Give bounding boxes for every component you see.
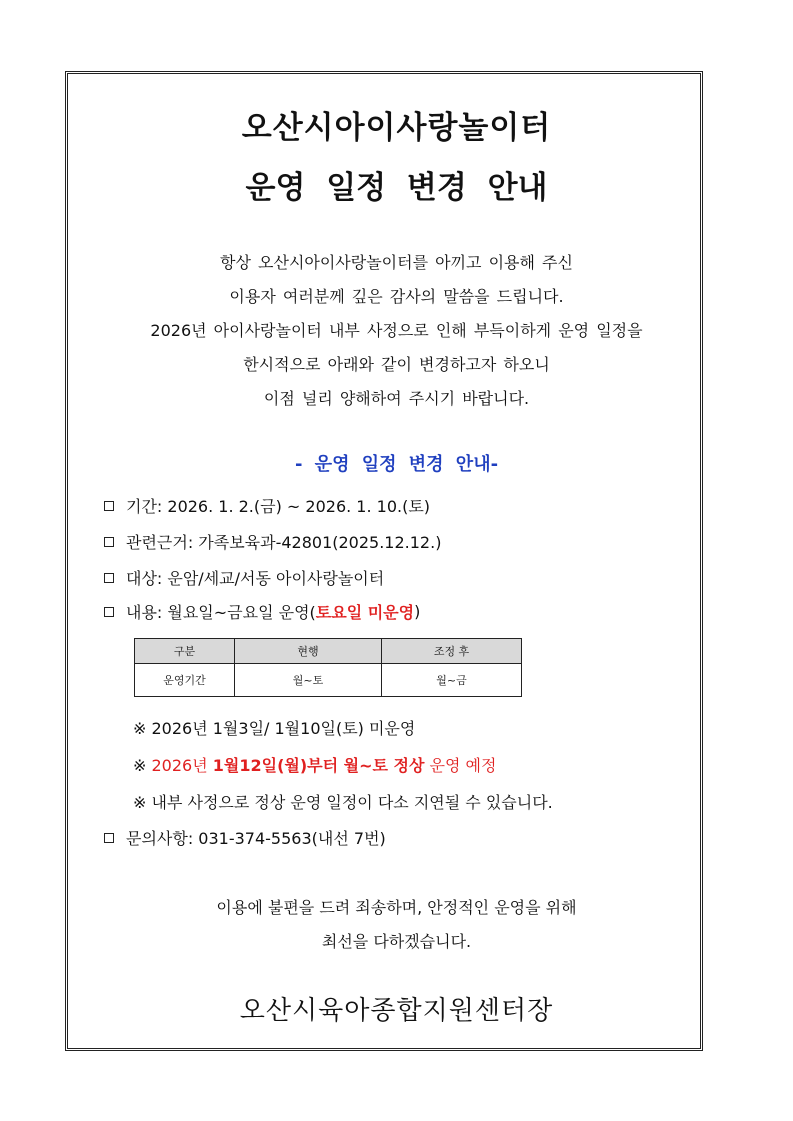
intro-line: 이점 널리 양해하여 주시기 바랍니다.: [263, 389, 530, 408]
closing-line: 최선을 다하겠습니다.: [321, 932, 472, 951]
checkbox-square-icon: [104, 607, 114, 617]
bullet-target: [104, 566, 384, 589]
bullet-content-highlight: 토요일 미운영: [315, 603, 415, 622]
intro-line: 한시적으로 아래와 같이 변경하고자 하오니: [243, 355, 550, 374]
table-header: 현행: [235, 639, 382, 664]
table-header: 구분: [135, 639, 235, 664]
note-resume: [133, 753, 496, 776]
signature: 오산시육아종합지원센터장: [239, 996, 554, 1026]
notice-subtitle: 운영 일정 변경 안내: [245, 170, 548, 206]
closing-line: 이용에 불편을 드려 죄송하며, 안정적인 운영을 위해: [216, 898, 577, 917]
checkbox-square-icon: [104, 833, 114, 843]
notice-title: 오산시아이사랑놀이터: [241, 110, 552, 146]
table-cell: 월~토: [235, 664, 382, 697]
bullet-content-suffix: ): [414, 602, 421, 621]
checkbox-square-icon: [104, 501, 114, 511]
table-cell: 운영기간: [135, 664, 235, 697]
checkbox-square-icon: [104, 573, 114, 583]
bullet-inquiry-text: 문의사항: 031-374-5563(내선 7번): [126, 829, 386, 848]
note-delay: ※ 내부 사정으로 정상 운영 일정이 다소 지연될 수 있습니다.: [133, 793, 553, 812]
table-cell: 월~금: [382, 664, 522, 697]
section-heading: - 운영 일정 변경 안내-: [294, 454, 499, 475]
bullet-content-prefix: 내용: 월요일~금요일 운영(: [126, 603, 316, 622]
bullet-target-text: 대상: 운암/세교/서동 아이사랑놀이터: [126, 569, 385, 588]
note-resume-mark: ※: [133, 756, 152, 775]
schedule-table: [134, 638, 522, 697]
table-header: 조정 후: [382, 639, 522, 664]
note-resume-tail: 운영 예정: [424, 756, 497, 775]
bullet-inquiry: [104, 826, 386, 849]
note-resume-date: 1월12일(월)부터 월~토 정상: [212, 756, 425, 775]
bullet-basis-text: 관련근거: 가족보육과-42801(2025.12.12.): [126, 533, 442, 552]
note-no-operation: ※ 2026년 1월3일/ 1월10일(토) 미운영: [133, 719, 416, 738]
checkbox-square-icon: [104, 537, 114, 547]
bullet-content: [104, 600, 420, 623]
intro-line: 이용자 여러분께 깊은 감사의 말씀을 드립니다.: [229, 287, 564, 306]
bullet-basis: [104, 530, 441, 553]
note-resume-year: 2026년: [151, 756, 213, 775]
intro-line: 항상 오산시아이사랑놀이터를 아끼고 이용해 주신: [220, 253, 573, 272]
intro-line: 2026년 아이사랑놀이터 내부 사정으로 인해 부득이하게 운영 일정을: [150, 321, 643, 340]
bullet-period-text: 기간: 2026. 1. 2.(금) ~ 2026. 1. 10.(토): [126, 497, 431, 516]
bullet-period: [104, 494, 430, 517]
table-row: [135, 664, 522, 697]
